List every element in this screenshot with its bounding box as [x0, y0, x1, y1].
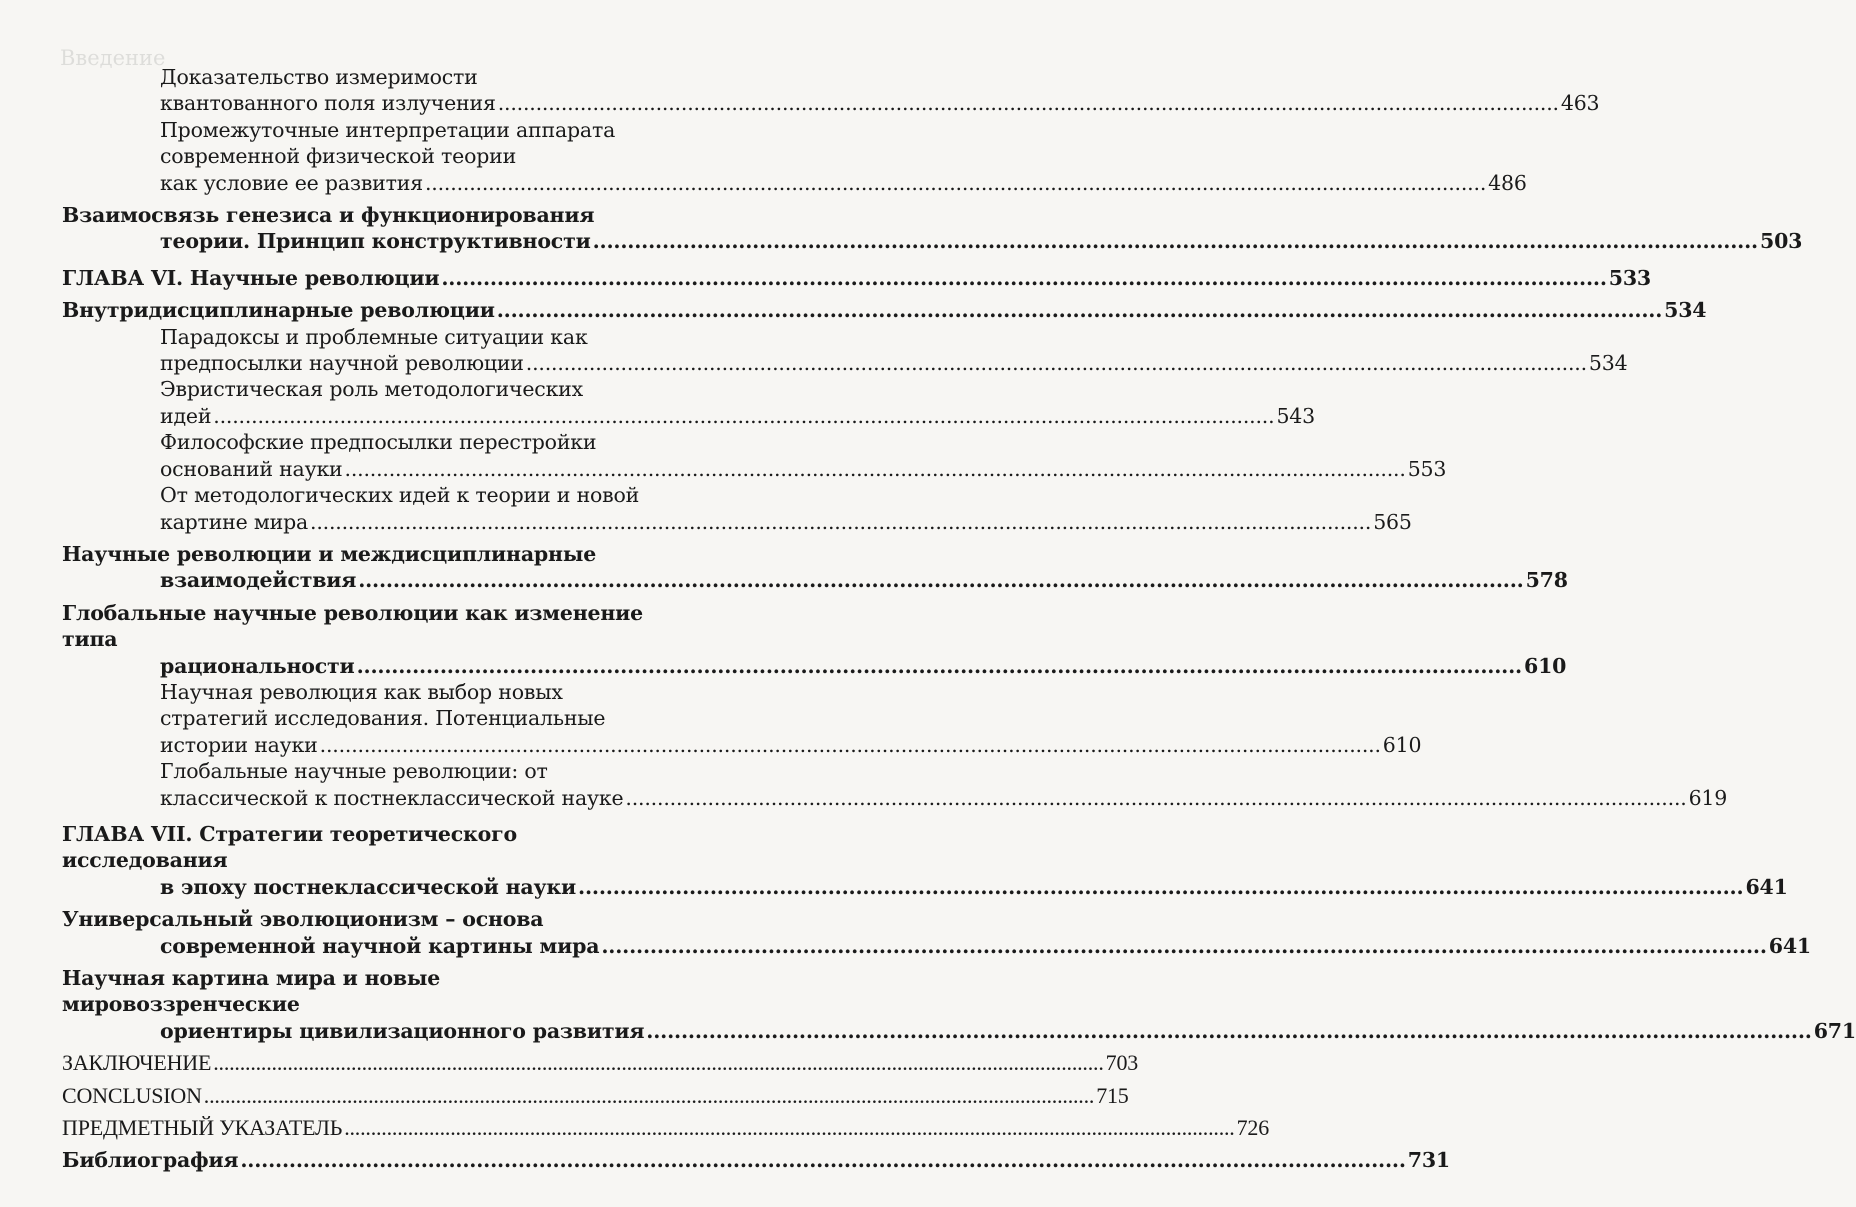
dot-leader: [357, 654, 1522, 678]
dot-leader: [213, 1050, 1103, 1076]
toc-page-number: 553: [1407, 456, 1447, 481]
toc-page-number: 565: [1373, 509, 1412, 534]
dot-leader: [646, 1019, 1811, 1043]
dot-leader: [578, 875, 1743, 899]
dot-leader: [358, 568, 1523, 592]
toc-entry-title-line: Библиография: [62, 1148, 239, 1173]
toc-entry-title-line: классической к постнеклассической науке: [160, 785, 624, 810]
toc-page-number: 503: [1760, 229, 1803, 254]
toc-entry-title-line: ГЛАВА VII. Стратегии теоретического исследования: [62, 821, 517, 873]
dot-leader: [213, 403, 1274, 429]
toc-entry-title-line: Внутридисциплинарные революции: [62, 298, 495, 323]
toc-page-number: 534: [1588, 351, 1628, 376]
dot-leader: [526, 350, 1587, 376]
toc-entry-title-line: квантованного поля излучения: [160, 91, 496, 116]
toc-entry-title-line: ПРЕДМЕТНЫЙ УКАЗАТЕЛЬ: [62, 1115, 343, 1141]
dot-leader: [601, 934, 1766, 958]
toc-entry-title-line: Доказательство измеримости: [160, 65, 478, 89]
dot-leader: [625, 785, 1686, 811]
dot-leader: [204, 1083, 1094, 1109]
toc-entry[interactable]: [160, 324, 1628, 377]
toc-page-number: 610: [1524, 653, 1567, 678]
toc-page-number: 486: [1488, 170, 1527, 195]
dot-leader: [345, 456, 1406, 482]
toc-page-number: 641: [1745, 874, 1788, 899]
dot-leader: [497, 297, 1662, 323]
dot-leader: [240, 1147, 1405, 1173]
toc-entry[interactable]: [62, 1082, 1129, 1109]
toc-entry-title-line: предпосылки научной революции: [160, 351, 524, 376]
toc-entry[interactable]: [62, 906, 1811, 959]
toc-entry[interactable]: [62, 965, 1856, 1044]
toc-entry[interactable]: [62, 1115, 1269, 1141]
dot-leader: [425, 170, 1486, 196]
dot-leader: [320, 732, 1381, 758]
toc-entry[interactable]: [160, 117, 1527, 196]
toc-entry-title-line: Промежуточные интерпретации аппарата: [160, 117, 616, 142]
toc-entry-title-line: Глобальные научные революции: от: [160, 759, 548, 784]
toc-entry-title-line: ЗАКЛЮЧЕНИЕ: [62, 1050, 212, 1076]
toc-entry[interactable]: [62, 1147, 1450, 1173]
dot-leader: [344, 1115, 1234, 1141]
toc-entry-title-line: Универсальный эволюционизм – основа: [62, 907, 544, 932]
toc-entry[interactable]: [62, 1050, 1139, 1076]
toc-page-number: 641: [1768, 933, 1811, 958]
toc-entry-title-line: картине мира: [160, 509, 309, 534]
toc-entry[interactable]: [160, 482, 1412, 535]
toc-entry-title-line: От методологических идей к теории и новой: [160, 483, 640, 508]
toc-page-number: 533: [1608, 265, 1651, 290]
toc-entry[interactable]: [62, 265, 1651, 291]
toc-page-number: 543: [1276, 403, 1315, 428]
toc-entry-title-line: Научная революция как выбор новых: [160, 679, 563, 704]
toc-entry-title-line: как условие ее развития: [160, 170, 423, 195]
toc-entry-title-line: ГЛАВА VI. Научные революции: [62, 265, 440, 290]
toc-entry-title-line: в эпоху постнеклассической науки: [160, 874, 577, 899]
toc-entry-title-line: Эвристическая роль методологических: [160, 377, 584, 402]
toc-entry[interactable]: [160, 429, 1447, 482]
toc-entry-title-line: стратегий исследования. Потенциальные: [160, 706, 606, 731]
toc-entry[interactable]: [62, 821, 1788, 900]
toc-entry-title-line: современной физической теории: [160, 144, 517, 169]
toc-page-number: 671: [1813, 1018, 1856, 1043]
toc-entry[interactable]: [62, 297, 1707, 323]
toc-entry-title-line: CONCLUSION: [62, 1082, 202, 1108]
toc-page-number: 534: [1664, 298, 1707, 323]
toc-entry-title-line: Парадоксы и проблемные ситуации как: [160, 324, 588, 349]
toc-page-number: 731: [1407, 1148, 1450, 1173]
toc-entry[interactable]: [160, 64, 1600, 117]
toc-entry-title-line: взаимодействия: [160, 568, 357, 593]
dot-leader: [441, 265, 1606, 291]
bleed-through-text: Введение: [60, 46, 166, 70]
toc-entry-title-line: Философские предпосылки перестройки: [160, 430, 597, 455]
table-of-contents: [0, 64, 1856, 1174]
toc-entry-title-line: Взаимосвязь генезиса и функционирования: [62, 203, 595, 228]
toc-entry[interactable]: [62, 600, 1567, 679]
toc-page-number: 610: [1382, 732, 1422, 757]
toc-page-number: 726: [1236, 1115, 1269, 1141]
toc-entry-title-line: Научная картина мира и новые мировоззренческие: [62, 966, 441, 1017]
dot-leader: [593, 229, 1758, 253]
toc-page-number: 578: [1525, 568, 1568, 593]
toc-entry[interactable]: [62, 541, 1568, 594]
toc-entry-title-line: идей: [160, 403, 212, 428]
toc-entry-title-line: теории. Принцип конструктивности: [160, 229, 591, 254]
toc-entry-title-line: истории науки: [160, 732, 318, 757]
toc-page-number: 619: [1688, 785, 1728, 810]
toc-entry[interactable]: [160, 679, 1422, 758]
toc-entry-title-line: Глобальные научные революции как изменение типа: [62, 600, 644, 652]
toc-entry-title-line: рациональности: [160, 653, 355, 678]
toc-entry[interactable]: [62, 202, 1803, 255]
toc-entry[interactable]: [160, 758, 1728, 811]
toc-entry-title-line: оснований науки: [160, 456, 343, 481]
toc-page-number: 715: [1096, 1082, 1129, 1108]
dot-leader: [498, 90, 1559, 116]
toc-entry-title-line: современной научной картины мира: [160, 933, 600, 958]
toc-entry[interactable]: [160, 376, 1315, 429]
toc-entry-title-line: ориентиры цивилизационного развития: [160, 1018, 645, 1043]
toc-page-number: 463: [1560, 91, 1600, 116]
dot-leader: [310, 509, 1371, 535]
toc-page-number: 703: [1105, 1050, 1139, 1076]
toc-entry-title-line: Научные революции и междисциплинарные: [62, 541, 597, 566]
